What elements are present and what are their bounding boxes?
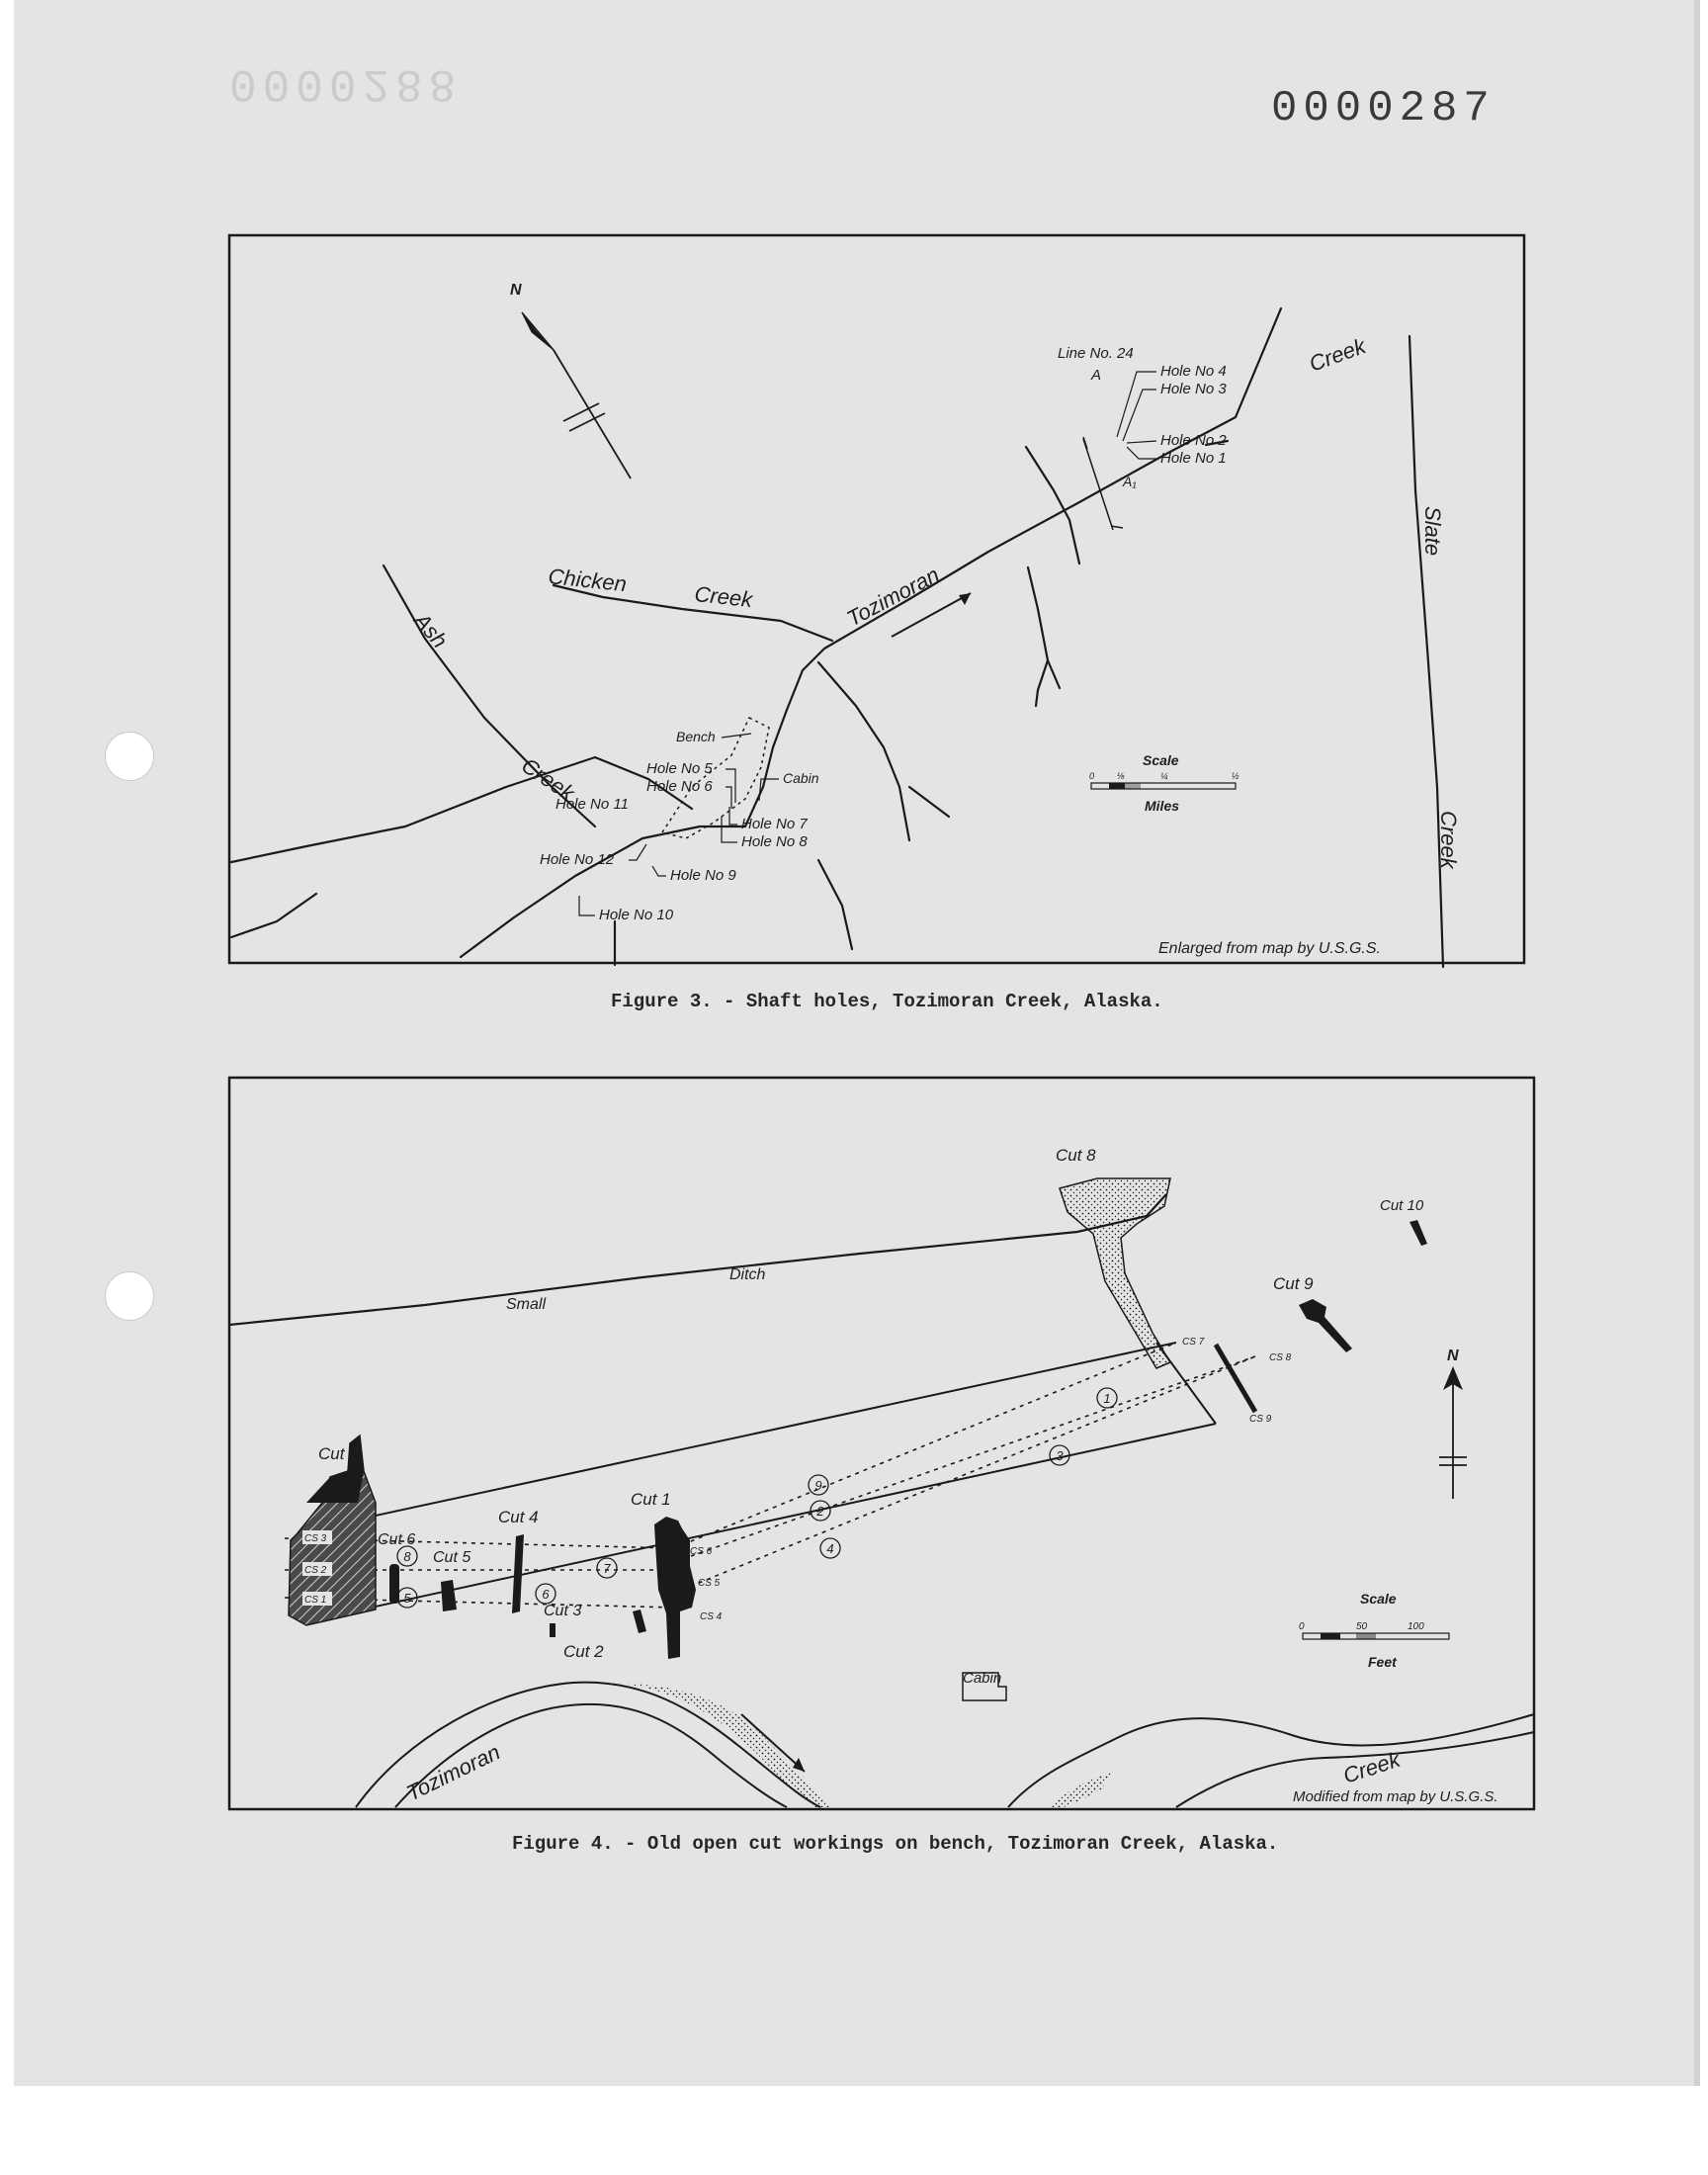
figure4-tozimoran-label: Tozimoran [402,1739,504,1806]
cut-5-label: Cut 5 [433,1549,471,1566]
figure3-chicken-creek-label: Creek [693,581,754,613]
figure3-scale-title: Scale [1143,752,1179,768]
figure3-slate-label: Slate [1420,506,1445,557]
circle-7: 7 [603,1561,611,1576]
circle-2: 2 [816,1504,824,1519]
figure4-frame [229,1078,1534,1809]
cut-10-label: Cut 10 [1380,1197,1424,1214]
figure3-scale-tick-1: ⅛ [1117,771,1125,781]
tributary-west [231,894,316,937]
hole-9-label: Hole No 9 [670,867,736,884]
cut-6-label: Cut 6 [378,1531,416,1548]
hole-12-leader [629,844,646,860]
cut-3-label: Cut 3 [544,1603,582,1619]
figure4-scale-tick-0: 0 [1299,1621,1305,1632]
figure4-creek-label: Creek [1339,1746,1404,1788]
cut-4-label: Cut 4 [498,1508,539,1526]
north-arrow-icon [522,312,631,478]
circle-4: 4 [826,1541,834,1556]
figure3-creek-main-label: Creek [1306,333,1369,377]
figure3-chicken-label: Chicken [547,564,629,597]
line-a-label: A [1091,367,1102,384]
figure3-scale-tick-2: ¼ [1160,771,1168,781]
cs3-label: CS 3 [304,1533,327,1544]
circle-6: 6 [542,1587,550,1602]
cut-2-mark [550,1623,555,1637]
figure3-credit: Enlarged from map by U.S.G.S. [1158,940,1381,957]
figure3-scale-tick-0: 0 [1089,771,1095,781]
circle-8: 8 [403,1549,411,1564]
figure4-scale-tick-1: 50 [1356,1621,1368,1632]
circled-numbers [397,1388,1117,1608]
hole-9-leader [652,866,666,876]
ditch-line [229,1194,1166,1325]
cs6-label: CS 6 [690,1546,713,1557]
cut-8-area [1060,1178,1170,1368]
figure4-scale-title: Scale [1360,1591,1397,1607]
hole-3-label: Hole No 3 [1160,381,1227,397]
circle-1: 1 [1103,1391,1111,1406]
figure3-slate-creek-label: Creek [1436,811,1461,869]
figure4-north-label: N [1447,1348,1459,1364]
bench-leader [722,734,751,738]
line-a1-label: A₁ [1123,474,1137,489]
hole-10-leader [579,896,595,915]
river-bar-east [1052,1772,1113,1807]
scan-edge [1694,0,1700,2086]
cs-line-7 [674,1343,1176,1548]
cs4-label: CS 4 [700,1611,723,1622]
figure4-credit: Modified from map by U.S.G.S. [1293,1788,1498,1805]
figure4-map [227,1076,1536,1811]
hole-5-6-leaders [726,769,735,809]
tributary-south-1 [818,662,909,840]
hole-12-label: Hole No 12 [540,851,615,868]
hole-4-label: Hole No 4 [1160,363,1227,380]
figure4-scale-unit: Feet [1368,1654,1397,1670]
cs-line-8 [674,1356,1255,1562]
circle-5: 5 [403,1591,411,1606]
tributary-south-1b [909,787,949,817]
cut-5-mark [441,1580,457,1611]
ditch-label: Ditch [729,1266,766,1283]
cut-10-mark [1409,1220,1427,1246]
cut-9-mark [1299,1299,1352,1352]
figure3-caption: Figure 3. - Shaft holes, Tozimoran Creek, Alaska. [611,991,1163,1012]
punch-hole-upper [105,732,154,781]
tributary-east-1 [1028,567,1048,706]
bench-label: Bench [676,729,716,744]
figure4-scale-bar [1299,1591,1449,1670]
line-24-label: Line No. 24 [1058,345,1134,362]
figure4-cabin-label: Cabin [963,1670,1002,1687]
figure3-ash-creek-label: Creek [517,752,579,806]
cut-3-mark [633,1610,646,1633]
line-24-section [1083,437,1123,530]
river-bar-west [607,1683,832,1807]
cs1-label: CS 1 [304,1595,327,1606]
small-label: Small [506,1296,547,1313]
figure3-scale-bar [1089,752,1239,814]
chicken-creek-line [554,585,832,641]
cut-7-cross-sections [302,1530,332,1606]
hole-6-label: Hole No 6 [646,778,713,795]
cut-9-label: Cut 9 [1273,1274,1314,1293]
cs-line-9 [682,1356,1255,1590]
cs7-label: CS 7 [1182,1337,1205,1348]
hole-7-label: Hole No 7 [741,816,808,832]
figure3-ash-label: Ash [409,608,453,653]
cut-8-label: Cut 8 [1056,1146,1096,1165]
hole-2-label: Hole No 2 [1160,432,1227,449]
tributary-ne [1026,447,1079,564]
ghost-page-number: 0000288 [229,57,463,109]
hole-8-label: Hole No 8 [741,833,808,850]
figure3-north-label: N [510,282,522,299]
figure3-map [227,233,1526,967]
cs5-label: CS 5 [698,1578,721,1589]
cut-7-label: Cut 7 [318,1444,359,1463]
cross-section-lines [285,1343,1255,1608]
figure4-caption: Figure 4. - Old open cut workings on bench, Tozimoran Creek, Alaska. [512,1833,1279,1855]
hole-leaders-ne [1117,372,1156,459]
cs2-label: CS 2 [304,1565,327,1576]
tributary-east-1b [1048,660,1060,688]
tributary-south-2 [818,860,852,949]
hole-10-label: Hole No 10 [599,907,674,923]
slate-creek-line [1409,336,1443,967]
cs9-label: CS 9 [1249,1414,1272,1425]
cabin-label: Cabin [783,770,819,786]
circle-3: 3 [1056,1448,1064,1463]
cut-1-label: Cut 1 [631,1490,671,1509]
circle-9: 9 [814,1478,822,1493]
figure3-streams [231,308,1443,967]
figure3-tozimoran-label: Tozimoran [842,562,944,632]
punch-hole-lower [105,1271,154,1321]
figure4-north-arrow-icon [1439,1366,1467,1499]
hole-11-label: Hole No 11 [555,796,629,813]
line-24-segment [1083,439,1113,530]
page-number: 0000287 [1271,84,1495,133]
figure4-scale-tick-2: 100 [1408,1621,1424,1632]
hole-5-label: Hole No 5 [646,760,713,777]
cut-2-label: Cut 2 [563,1642,604,1661]
hole-1-label: Hole No 1 [1160,450,1227,467]
figure3-scale-unit: Miles [1145,798,1180,814]
cs8-cut-mark [1216,1345,1255,1412]
figure3-scale-tick-3: ½ [1232,771,1239,781]
hole-7-8-leaders [722,807,737,842]
cs8-label: CS 8 [1269,1352,1292,1363]
